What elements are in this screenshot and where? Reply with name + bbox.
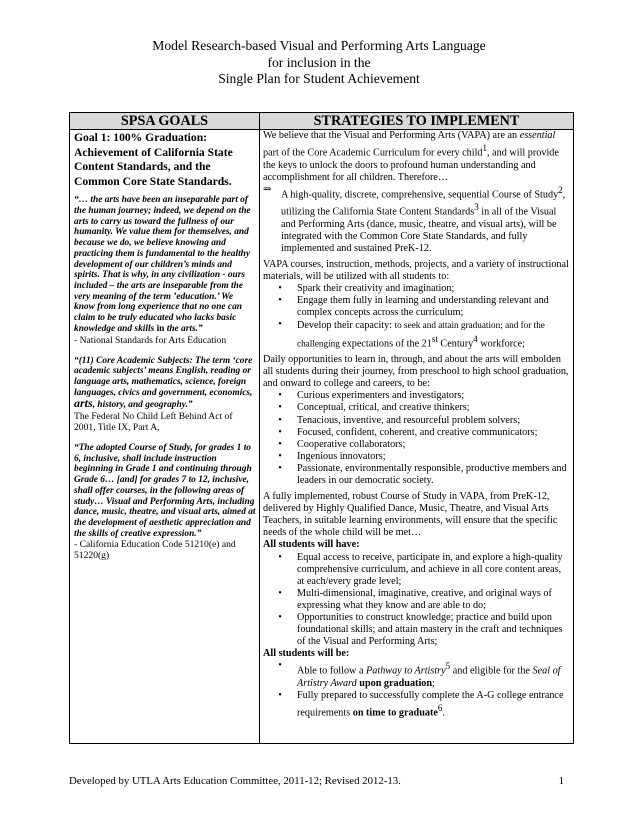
page-footer [69,775,574,787]
list-item: • Curious experimenters and investigators; [263,390,570,402]
vapa-paragraph: VAPA courses, instruction, methods, projects, and a variety of instructional materials, will be utilized with all students to: [263,259,569,283]
arts-quote: “… the arts have been an inseparable part of the human journey; indeed, we depend on the arts to carry us toward the fullness of our humanity. We value them for themselves, and because we do, we believe knowing and practicing them is fundamental to the healthy development of our children’s minds and spirits. That is why, in any civilization - ours included – the arts are inseparable from the very meaning of the term ’education.’ We know from long experience that no one can claim to be truly educated who lacks basic knowledge and skills in the arts.” [74,195,251,334]
list-item: • Engage them fully in learning and understanding relevant and complex concepts across the curriculum; [263,295,570,319]
bullet-icon: • [278,402,282,414]
list-item: • Able to follow a Pathway to Artistry$^5$ and eligible for the Seal of Artistry Award upon graduation; [263,660,570,690]
bullet-icon: • [278,660,282,672]
list-item: • Passionate, environmentally responsible, productive members and leaders in our democratic society. [263,463,570,487]
will-have-list [263,552,570,649]
list-item: • Focused, confident, coherent, and creative communicators; [263,427,570,439]
vapa-bullet-list [263,283,570,350]
list-item: • Cooperative collaborators; [263,439,570,451]
bullet-icon: • [278,551,282,563]
daily-paragraph: Daily opportunities to learn in, through, and about the arts will embolden all students during their journey, from preschool to high school graduation, and onward to college and careers, to be: [263,354,569,390]
bullet-icon: • [278,390,282,402]
ed-code-quote: “The adopted Course of Study, for grades 1 to 6, inclusive, shall include instruction beginning in Grade 1 and continuing through Grade 6… [and] for grades 7 to 12, inclusive, shall offer courses, in the following areas of study… Visual and Performing Arts, including dance, music, theatre, and visual arts, aimed at the development of aesthetic appreciation and the skills of creative expression.” [74,443,256,539]
column-divider [259,113,260,743]
title-line-3: Single Plan for Student Achievement [218,71,420,86]
bullet-icon: • [278,587,282,599]
arrow-icon: ⇒ [263,183,272,195]
table-header-row [70,113,573,130]
list-item: • Conceptual, critical, and creative thinkers; [263,402,570,414]
list-item: • Multi-dimensional, imaginative, creative, and original ways of expressing what they know and are able to do; [263,588,570,612]
list-item: • Ingenious innovators; [263,451,570,463]
bullet-icon: • [278,319,282,331]
list-item: • Equal access to receive, participate in, and explore a high-quality comprehensive curriculum, and achieve in all core content areas, at each/every grade level; [263,552,570,588]
nclb-quote: “(11) Core Academic Subjects: The term ‘core academic subjects’ means English, reading or language arts, mathematics, science, foreign languages, civics and government, economics, arts, history, and geography.” [74,355,253,411]
list-item: • Opportunities to construct knowledge; practice and build upon foundational skills; and attain mastery in the craft and techniques of the Visual and Performing Arts; [263,612,570,648]
col-header-goals: SPSA GOALS [120,113,209,129]
bullet-icon: • [278,689,282,701]
list-item: • Spark their creativity and imagination; [263,283,570,295]
nclb-quote-source: The Federal No Child Left Behind Act of 2001, Title IX, Part A, [74,411,233,434]
bullet-icon: • [278,450,282,462]
daily-bullet-list [263,390,570,487]
intro-paragraph: We believe that the Visual and Performing Arts (VAPA) are an essential part of the Core Academic Curriculum for every child$^1$, and will provide the keys to unlock the doors to profound human understanding and accomplishment for all children. Therefore… [263,130,559,183]
col-header-strategies: STRATEGIES TO IMPLEMENT [313,113,520,129]
goals-column [74,131,256,561]
document-title [0,38,638,88]
arts-quote-source: - National Standards for Arts Education [74,334,227,346]
footer-text: Developed by UTLA Arts Education Committee, 2011-12; Revised 2012-13. [69,775,401,787]
title-line-1: Model Research-based Visual and Performing Arts Language [152,38,486,53]
will-be-heading: All students will be: [263,648,350,660]
list-item: • Develop their capacity: to seek and attain graduation; and for the challenging expectations of the 21st Century$^4$ workforce; [263,319,570,350]
bullet-icon: • [278,414,282,426]
goal-heading: Goal 1: 100% Graduation: Achievement of California State Content Standards, and the Common Core State Standards. [74,131,233,188]
page-number: 1 [558,775,564,787]
title-line-2: for inclusion in the [267,54,371,70]
strategies-column [263,130,570,720]
list-item: • Tenacious, inventive, and resourceful problem solvers; [263,415,570,427]
list-item: • Fully prepared to successfully complete the A-G college entrance requirements on time to graduate$^6$. [263,690,570,720]
bullet-icon: • [278,438,282,450]
course-paragraph: A fully implemented, robust Course of Study in VAPA, from PreK-12, delivered by Highly Qualified Dance, Music, Theatre, and Visual Arts Teachers, in suitable learning environments, will ensure that the specific needs of the whole child will be met… [263,491,558,539]
bullet-icon: • [278,612,282,624]
arrow-item: ⇒ A high-quality, discrete, comprehensive, sequential Course of Study$^2$, utilizing the California State Content Standards$^3$ in all of the Visual and Performing Arts (dance, music, theatre, and visual arts), will be integrated with the Common Core State Standards, and fully implemented and sustained PreK-12. [263,183,566,254]
bullet-icon: • [278,462,282,474]
will-be-list [263,660,570,719]
bullet-icon: • [278,283,282,295]
spsa-table [69,112,574,744]
ed-code-quote-source: - California Education Code 51210(e) and 51220(g) [74,539,236,562]
will-have-heading: All students will have: [263,539,360,551]
bullet-icon: • [278,295,282,307]
bullet-icon: • [278,426,282,438]
